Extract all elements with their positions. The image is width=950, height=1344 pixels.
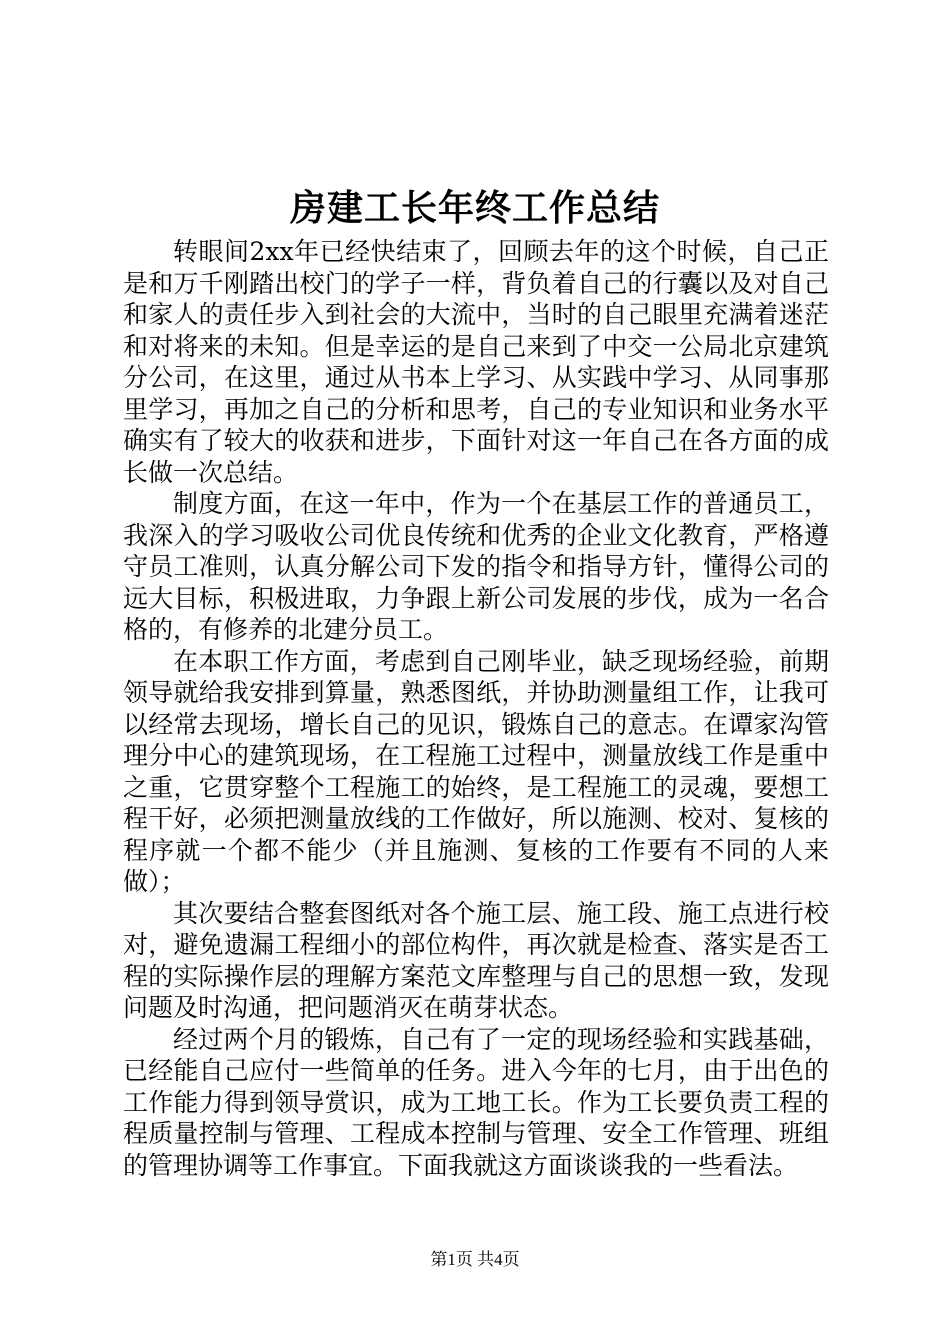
paragraph: 转眼间2xx年已经快结束了，回顾去年的这个时候，自己正是和万千刚踏出校门的学子一样，背负着自己的行囊以及对自己和家人的责任步入到社会的大流中，当时的自己眼里充满着迷茫和对将来的未知。但是幸运的是自己来到了中交一公局北京建筑分公司，在这里，通过从书本上学习、从实践中学习、从同事那里学习，再加之自己的分析和思考，自己的专业知识和业务水平确实有了较大的收获和进步，下面针对这一年自己在各方面的成长做一次总结。 bbox=[123, 237, 829, 487]
document-body bbox=[123, 236, 829, 1181]
paragraph: 经过两个月的锻炼，自己有了一定的现场经验和实践基础，已经能自己应付一些简单的任务。进入今年的七月，由于出色的工作能力得到领导赏识，成为工地工长。作为工长要负责工程的程质量控制与管理、工程成本控制与管理、安全工作管理、班组的管理协调等工作事宜。下面我就这方面谈谈我的一些看法。 bbox=[123, 1024, 829, 1180]
paragraph: 其次要结合整套图纸对各个施工层、施工段、施工点进行校对，避免遗漏工程细小的部位构件，再次就是检查、落实是否工程的实际操作层的理解方案范文库整理与自己的思想一致，发现问题及时沟通，把问题消灭在萌芽状态。 bbox=[123, 898, 829, 1022]
paragraph: 制度方面，在这一年中，作为一个在基层工作的普通员工，我深入的学习吸收公司优良传统和优秀的企业文化教育，严格遵守员工准则，认真分解公司下发的指令和指导方针，懂得公司的远大目标，积极进取，力争跟上新公司发展的步伐，成为一名合格的，有修养的北建分员工。 bbox=[123, 489, 829, 644]
document-title: 房建工长年终工作总结 bbox=[289, 187, 660, 229]
page-number-footer: 第1页 共4页 bbox=[430, 1250, 520, 1269]
paragraph: 在本职工作方面，考虑到自己刚毕业，缺乏现场经验，前期领导就给我安排到算量，熟悉图纸，并协助测量组工作，让我可以经常去现场，增长自己的见识，锻炼自己的意志。在谭家沟管理分中心的建筑现场，在工程施工过程中，测量放线工作是重中之重，它贯穿整个工程施工的始终，是工程施工的灵魂，要想工程干好，必须把测量放线的工作做好，所以施测、校对、复核的程序就一个都不能少（并且施测、复核的工作要有不同的人来做）； bbox=[123, 646, 829, 896]
